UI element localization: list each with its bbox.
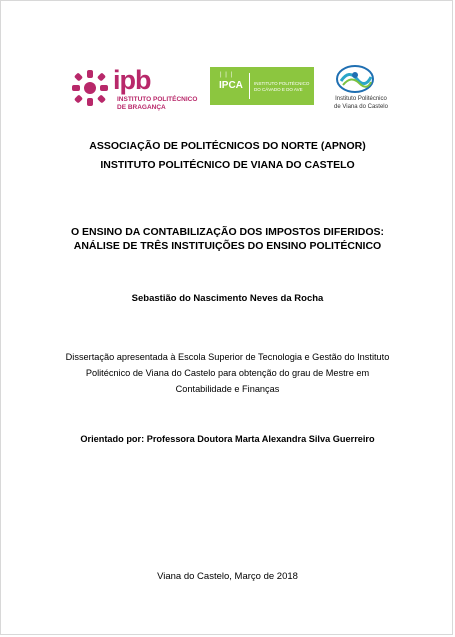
ipvc-logo [323,63,399,115]
ipb-subtitle-line1: INSTITUTO POLITÉCNICO [117,96,198,103]
thesis-title-line1: O ENSINO DA CONTABILIZAÇÃO DOS IMPOSTOS DIFERIDOS: [70,226,385,238]
ipb-wordmark: ipb [113,65,151,95]
ipca-logo [210,67,314,105]
ipca-wordmark: IPCA [219,80,243,91]
ipca-divider [249,73,250,99]
ipca-subtitle-line2: DO CÁVADO E DO AVE [254,87,303,92]
advisor-line: Orientado por: Professora Doutora Marta Alexandra Silva Guerreiro [80,434,375,444]
thesis-title-line2: ANÁLISE DE TRÊS INSTITUIÇÕES DO ENSINO POLITÉCNICO [73,240,382,252]
ipca-subtitle-line1: INSTITUTO POLITÉCNICO [254,81,310,86]
institution-line1: ASSOCIAÇÃO DE POLITÉCNICOS DO NORTE (APNOR) [89,140,366,152]
dissertation-statement: Dissertação apresentada à Escola Superior de Tecnologia e Gestão do Instituto Politécnico de Viana do Castelo para obtenção do grau de Mestre em Contabilidade e Finanças [65,352,390,394]
ipb-emblem-icon [71,69,109,107]
ipb-subtitle-line2: DE BRAGANÇA [117,104,166,111]
author-name: Sebastião do Nascimento Neves da Rocha [131,293,324,304]
ipvc-subtitle-line1: Instituto Politécnico [335,96,387,102]
ipvc-emblem-icon [335,65,375,93]
ipvc-subtitle-line2: de Viana do Castelo [334,104,388,110]
ipb-logo [71,67,199,111]
institution-line2: INSTITUTO POLITÉCNICO DE VIANA DO CASTELO [100,159,355,171]
logo-row [1,63,454,115]
place-date: Viana do Castelo, Março de 2018 [157,571,298,582]
ipca-marks-icon: | | | [220,72,234,78]
